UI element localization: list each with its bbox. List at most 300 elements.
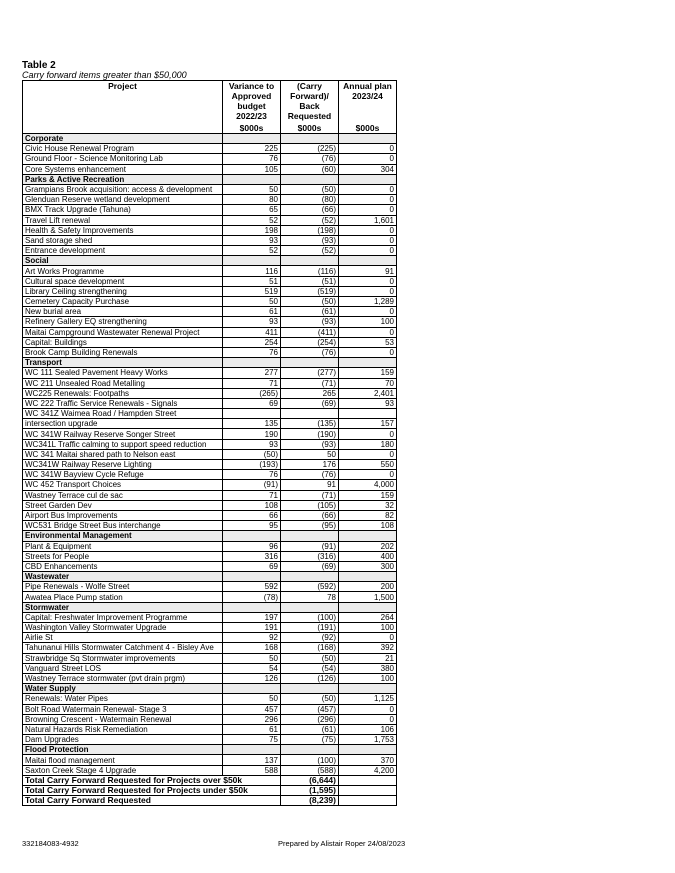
project-name: Streets for People <box>23 551 223 561</box>
project-name: WC 341W Railway Reserve Songer Street <box>23 429 223 439</box>
variance-value: 135 <box>223 419 281 429</box>
project-name: WC 111 Sealed Pavement Heavy Works <box>23 368 223 378</box>
section-fill <box>339 134 397 144</box>
section-header-row <box>23 745 397 755</box>
carry-forward-value: (457) <box>281 704 339 714</box>
variance-value: 93 <box>223 317 281 327</box>
section-header-row <box>23 684 397 694</box>
carry-forward-value: (225) <box>281 144 339 154</box>
section-header-row <box>23 256 397 266</box>
annual-plan-value: 300 <box>339 561 397 571</box>
variance-value: 52 <box>223 246 281 256</box>
project-name: Refinery Gallery EQ strengthening <box>23 317 223 327</box>
annual-plan-value: 0 <box>339 286 397 296</box>
project-name: Airlie St <box>23 633 223 643</box>
project-name: Travel Lift renewal <box>23 215 223 225</box>
annual-plan-value: 4,200 <box>339 765 397 775</box>
table-row <box>23 704 397 714</box>
variance-value: 254 <box>223 337 281 347</box>
project-name: Browning Crescent - Watermain Renewal <box>23 714 223 724</box>
total-empty <box>339 775 397 785</box>
carry-forward-value: (100) <box>281 612 339 622</box>
carry-forward-value: (91) <box>281 541 339 551</box>
project-name: WC225 Renewals: Footpaths <box>23 388 223 398</box>
variance-value: 108 <box>223 500 281 510</box>
project-name: Washington Valley Stormwater Upgrade <box>23 623 223 633</box>
section-fill <box>223 134 281 144</box>
section-fill <box>223 684 281 694</box>
annual-plan-value: 380 <box>339 663 397 673</box>
table-row <box>23 297 397 307</box>
annual-plan-value: 1,753 <box>339 735 397 745</box>
variance-value: 61 <box>223 307 281 317</box>
annual-plan-value: 0 <box>339 704 397 714</box>
carry-forward-value: (93) <box>281 439 339 449</box>
carry-forward-value: (60) <box>281 164 339 174</box>
variance-value: 65 <box>223 205 281 215</box>
annual-plan-value: 108 <box>339 521 397 531</box>
project-name: Dam Upgrades <box>23 735 223 745</box>
variance-value: 66 <box>223 510 281 520</box>
annual-plan-value: 1,500 <box>339 592 397 602</box>
carry-forward-value: (69) <box>281 561 339 571</box>
annual-plan-value: 0 <box>339 246 397 256</box>
table-row <box>23 327 397 337</box>
section-fill <box>339 531 397 541</box>
project-name: WC 452 Transport Choices <box>23 480 223 490</box>
section-fill <box>281 174 339 184</box>
annual-plan-value: 264 <box>339 612 397 622</box>
variance-value: 588 <box>223 765 281 775</box>
carry-forward-value: (191) <box>281 623 339 633</box>
section-fill <box>339 256 397 266</box>
annual-plan-value: 200 <box>339 582 397 592</box>
table-row <box>23 337 397 347</box>
table-row <box>23 205 397 215</box>
variance-value: (91) <box>223 480 281 490</box>
project-name: Tahunanui Hills Stormwater Catchment 4 - Bisley Ave <box>23 643 223 653</box>
carry-forward-value: (76) <box>281 154 339 164</box>
carry-forward-value: (80) <box>281 195 339 205</box>
section-fill <box>223 174 281 184</box>
table-row <box>23 215 397 225</box>
variance-value: 96 <box>223 541 281 551</box>
carry-forward-value: (190) <box>281 429 339 439</box>
project-name: Renewals: Water Pipes <box>23 694 223 704</box>
carry-forward-value: (50) <box>281 184 339 194</box>
annual-plan-value: 0 <box>339 225 397 235</box>
prepared-by: Prepared by Alistair Roper 24/08/2023 <box>278 839 406 848</box>
variance-value: 50 <box>223 297 281 307</box>
carry-forward-value: (61) <box>281 307 339 317</box>
project-name: WC 211 Unsealed Road Metalling <box>23 378 223 388</box>
annual-plan-value: 400 <box>339 551 397 561</box>
project-name: WC341W Railway Reserve Lighting <box>23 460 223 470</box>
variance-value: 54 <box>223 663 281 673</box>
project-name: WC531 Bridge Street Bus interchange <box>23 521 223 531</box>
section-fill <box>339 684 397 694</box>
project-name: Core Systems enhancement <box>23 164 223 174</box>
project-name: Art Works Programme <box>23 266 223 276</box>
table-row <box>23 582 397 592</box>
header-unit-carry: $000s <box>281 123 339 134</box>
total-empty <box>339 796 397 806</box>
total-label: Total Carry Forward Requested for Projects over $50k <box>23 775 281 785</box>
annual-plan-value: 159 <box>339 490 397 500</box>
table-row <box>23 653 397 663</box>
annual-plan-value: 0 <box>339 449 397 459</box>
carry-forward-value: (588) <box>281 765 339 775</box>
section-name: Wastewater <box>23 572 223 582</box>
project-name: Awatea Place Pump station <box>23 592 223 602</box>
total-label: Total Carry Forward Requested for Projects under $50k <box>23 786 281 796</box>
table-row <box>23 735 397 745</box>
carry-forward-value: (105) <box>281 500 339 510</box>
project-name: intersection upgrade <box>23 419 223 429</box>
table-row <box>23 663 397 673</box>
annual-plan-value: 0 <box>339 347 397 357</box>
variance-value: (265) <box>223 388 281 398</box>
annual-plan-value: 4,000 <box>339 480 397 490</box>
project-name: WC 341W Bayview Cycle Refuge <box>23 470 223 480</box>
table-row <box>23 460 397 470</box>
table-row <box>23 429 397 439</box>
variance-value: 52 <box>223 215 281 225</box>
annual-plan-value: 0 <box>339 276 397 286</box>
variance-value: 519 <box>223 286 281 296</box>
carry-forward-value: (254) <box>281 337 339 347</box>
carry-forward-table <box>22 80 397 806</box>
table-row <box>23 235 397 245</box>
variance-value: 71 <box>223 490 281 500</box>
carry-forward-value: (71) <box>281 490 339 500</box>
table-body <box>23 134 397 806</box>
section-fill <box>339 745 397 755</box>
table-row <box>23 714 397 724</box>
annual-plan-value: 106 <box>339 724 397 734</box>
section-fill <box>339 602 397 612</box>
project-name: Maitai flood management <box>23 755 223 765</box>
variance-value: 592 <box>223 582 281 592</box>
table-row <box>23 521 397 531</box>
carry-forward-value: (95) <box>281 521 339 531</box>
variance-value: (78) <box>223 592 281 602</box>
project-name: Plant & Equipment <box>23 541 223 551</box>
header-unit-variance: $000s <box>223 123 281 134</box>
variance-value: 191 <box>223 623 281 633</box>
header-annual-plan: Annual plan 2023/24 <box>339 81 397 124</box>
variance-value: 225 <box>223 144 281 154</box>
table-row <box>23 592 397 602</box>
carry-forward-value: (50) <box>281 297 339 307</box>
annual-plan-value: 0 <box>339 205 397 215</box>
annual-plan-value: 0 <box>339 429 397 439</box>
table-row <box>23 439 397 449</box>
variance-value: 93 <box>223 439 281 449</box>
project-name: Natural Hazards Risk Remediation <box>23 724 223 734</box>
table-row <box>23 154 397 164</box>
annual-plan-value: 1,289 <box>339 297 397 307</box>
table-row <box>23 449 397 459</box>
variance-value: (193) <box>223 460 281 470</box>
table-row <box>23 480 397 490</box>
annual-plan-value: 0 <box>339 633 397 643</box>
section-name: Water Supply <box>23 684 223 694</box>
annual-plan-value: 82 <box>339 510 397 520</box>
variance-value: 76 <box>223 470 281 480</box>
section-header-row <box>23 174 397 184</box>
section-header-row <box>23 602 397 612</box>
variance-value: 80 <box>223 195 281 205</box>
section-fill <box>281 531 339 541</box>
header-carry-forward: (Carry Forward)/ Back Requested <box>281 81 339 124</box>
table-row <box>23 765 397 775</box>
annual-plan-value: 157 <box>339 419 397 429</box>
section-name: Social <box>23 256 223 266</box>
total-value: (8,239) <box>281 796 339 806</box>
carry-forward-value: 265 <box>281 388 339 398</box>
carry-forward-value: (52) <box>281 215 339 225</box>
carry-forward-value: (277) <box>281 368 339 378</box>
table-row <box>23 184 397 194</box>
variance-value: 76 <box>223 154 281 164</box>
project-name: WC 341Z Waimea Road / Hampden Street <box>23 409 223 419</box>
section-name: Corporate <box>23 134 223 144</box>
annual-plan-value: 0 <box>339 714 397 724</box>
carry-forward-value: (116) <box>281 266 339 276</box>
project-name: Civic House Renewal Program <box>23 144 223 154</box>
project-name: Grampians Brook acquisition: access & development <box>23 184 223 194</box>
section-fill <box>281 572 339 582</box>
project-name: Cemetery Capacity Purchase <box>23 297 223 307</box>
table-row <box>23 694 397 704</box>
table-row <box>23 276 397 286</box>
carry-forward-value: (50) <box>281 653 339 663</box>
table-row <box>23 541 397 551</box>
carry-forward-value: (411) <box>281 327 339 337</box>
carry-forward-value: (76) <box>281 347 339 357</box>
table-row <box>23 673 397 683</box>
variance-value: 50 <box>223 694 281 704</box>
carry-forward-value: (519) <box>281 286 339 296</box>
project-name: Entrance development <box>23 246 223 256</box>
section-fill <box>339 174 397 184</box>
table-subtitle: Carry forward items greater than $50,000 <box>22 70 187 80</box>
carry-forward-value <box>281 409 339 419</box>
project-name: Strawbridge Sq Stormwater improvements <box>23 653 223 663</box>
variance-value: 69 <box>223 561 281 571</box>
table-row <box>23 246 397 256</box>
section-fill <box>281 134 339 144</box>
header-variance: Variance to Approved budget 2022/23 <box>223 81 281 124</box>
annual-plan-value: 0 <box>339 327 397 337</box>
carry-forward-value: (135) <box>281 419 339 429</box>
document-id: 332184083-4932 <box>22 839 79 848</box>
carry-forward-value: (66) <box>281 205 339 215</box>
variance-value: 277 <box>223 368 281 378</box>
annual-plan-value: 100 <box>339 673 397 683</box>
variance-value: 116 <box>223 266 281 276</box>
annual-plan-value <box>339 409 397 419</box>
section-fill <box>281 745 339 755</box>
project-name: Vanguard Street LOS <box>23 663 223 673</box>
table-row <box>23 633 397 643</box>
variance-value: 411 <box>223 327 281 337</box>
section-fill <box>281 256 339 266</box>
variance-value: 50 <box>223 184 281 194</box>
variance-value: 190 <box>223 429 281 439</box>
table-row <box>23 378 397 388</box>
section-fill <box>339 358 397 368</box>
variance-value: 137 <box>223 755 281 765</box>
variance-value: 457 <box>223 704 281 714</box>
annual-plan-value: 0 <box>339 154 397 164</box>
variance-value: 69 <box>223 398 281 408</box>
header-project: Project <box>23 81 223 124</box>
annual-plan-value: 0 <box>339 235 397 245</box>
variance-value: 198 <box>223 225 281 235</box>
variance-value: 95 <box>223 521 281 531</box>
section-name: Parks & Active Recreation <box>23 174 223 184</box>
annual-plan-value: 370 <box>339 755 397 765</box>
project-name: Street Garden Dev <box>23 500 223 510</box>
variance-value <box>223 409 281 419</box>
section-fill <box>281 602 339 612</box>
project-name: Pipe Renewals - Wolfe Street <box>23 582 223 592</box>
table-row <box>23 409 397 419</box>
total-row <box>23 796 397 806</box>
table-row <box>23 307 397 317</box>
total-value: (6,644) <box>281 775 339 785</box>
annual-plan-value: 180 <box>339 439 397 449</box>
section-header-row <box>23 531 397 541</box>
annual-plan-value: 100 <box>339 317 397 327</box>
annual-plan-value: 91 <box>339 266 397 276</box>
project-name: Ground Floor - Science Monitoring Lab <box>23 154 223 164</box>
annual-plan-value: 550 <box>339 460 397 470</box>
section-header-row <box>23 572 397 582</box>
project-name: WC 222 Traffic Service Renewals - Signals <box>23 398 223 408</box>
section-name: Environmental Management <box>23 531 223 541</box>
header-unit-annual: $000s <box>339 123 397 134</box>
section-fill <box>281 684 339 694</box>
annual-plan-value: 304 <box>339 164 397 174</box>
variance-value: 76 <box>223 347 281 357</box>
section-name: Flood Protection <box>23 745 223 755</box>
section-name: Stormwater <box>23 602 223 612</box>
annual-plan-value: 1,601 <box>339 215 397 225</box>
variance-value: 296 <box>223 714 281 724</box>
project-name: Wastney Terrace cul de sac <box>23 490 223 500</box>
section-fill <box>223 531 281 541</box>
annual-plan-value: 1,125 <box>339 694 397 704</box>
table-row <box>23 470 397 480</box>
project-name: WC 341 Maitai shared path to Nelson east <box>23 449 223 459</box>
annual-plan-value: 0 <box>339 144 397 154</box>
table-row <box>23 490 397 500</box>
project-name: WC341L Traffic calming to support speed reduction <box>23 439 223 449</box>
annual-plan-value: 0 <box>339 195 397 205</box>
carry-forward-value: (592) <box>281 582 339 592</box>
project-name: Sand storage shed <box>23 235 223 245</box>
project-name: BMX Track Upgrade (Tahuna) <box>23 205 223 215</box>
table-row <box>23 612 397 622</box>
section-fill <box>223 745 281 755</box>
annual-plan-value: 159 <box>339 368 397 378</box>
section-fill <box>223 358 281 368</box>
total-row <box>23 786 397 796</box>
carry-forward-value: (71) <box>281 378 339 388</box>
section-name: Transport <box>23 358 223 368</box>
annual-plan-value: 32 <box>339 500 397 510</box>
section-fill <box>281 358 339 368</box>
carry-forward-value: (93) <box>281 235 339 245</box>
total-empty <box>339 786 397 796</box>
variance-value: 197 <box>223 612 281 622</box>
carry-forward-value: (168) <box>281 643 339 653</box>
total-row <box>23 775 397 785</box>
table-row <box>23 388 397 398</box>
annual-plan-value: 21 <box>339 653 397 663</box>
carry-forward-value: (296) <box>281 714 339 724</box>
project-name: New burial area <box>23 307 223 317</box>
carry-forward-value: (198) <box>281 225 339 235</box>
variance-value: 61 <box>223 724 281 734</box>
annual-plan-value: 0 <box>339 470 397 480</box>
carry-forward-value: (92) <box>281 633 339 643</box>
project-name: Library Ceiling strengthening <box>23 286 223 296</box>
table-row <box>23 623 397 633</box>
project-name: Cultural space development <box>23 276 223 286</box>
annual-plan-value: 0 <box>339 184 397 194</box>
table-row <box>23 643 397 653</box>
project-name: Capital: Buildings <box>23 337 223 347</box>
table-row <box>23 510 397 520</box>
project-name: Airport Bus Improvements <box>23 510 223 520</box>
variance-value: 50 <box>223 653 281 663</box>
annual-plan-value: 93 <box>339 398 397 408</box>
table-row <box>23 398 397 408</box>
variance-value: 105 <box>223 164 281 174</box>
carry-forward-value: 78 <box>281 592 339 602</box>
project-name: Health & Safety Improvements <box>23 225 223 235</box>
table-row <box>23 195 397 205</box>
table-row <box>23 317 397 327</box>
table-row <box>23 368 397 378</box>
total-label: Total Carry Forward Requested <box>23 796 281 806</box>
section-fill <box>223 256 281 266</box>
carry-forward-value: (100) <box>281 755 339 765</box>
carry-forward-value: (66) <box>281 510 339 520</box>
variance-value: 168 <box>223 643 281 653</box>
variance-value: 51 <box>223 276 281 286</box>
table-title: Table 2 <box>22 60 56 71</box>
carry-forward-value: (51) <box>281 276 339 286</box>
project-name: Wastney Terrace stormwater (pvt drain prgm) <box>23 673 223 683</box>
table-row <box>23 561 397 571</box>
table-row <box>23 164 397 174</box>
variance-value: 71 <box>223 378 281 388</box>
annual-plan-value: 53 <box>339 337 397 347</box>
project-name: Brook Camp Building Renewals <box>23 347 223 357</box>
carry-forward-value: (126) <box>281 673 339 683</box>
section-fill <box>223 602 281 612</box>
section-fill <box>339 572 397 582</box>
table-row <box>23 724 397 734</box>
annual-plan-value: 0 <box>339 307 397 317</box>
table-row <box>23 266 397 276</box>
carry-forward-value: (75) <box>281 735 339 745</box>
